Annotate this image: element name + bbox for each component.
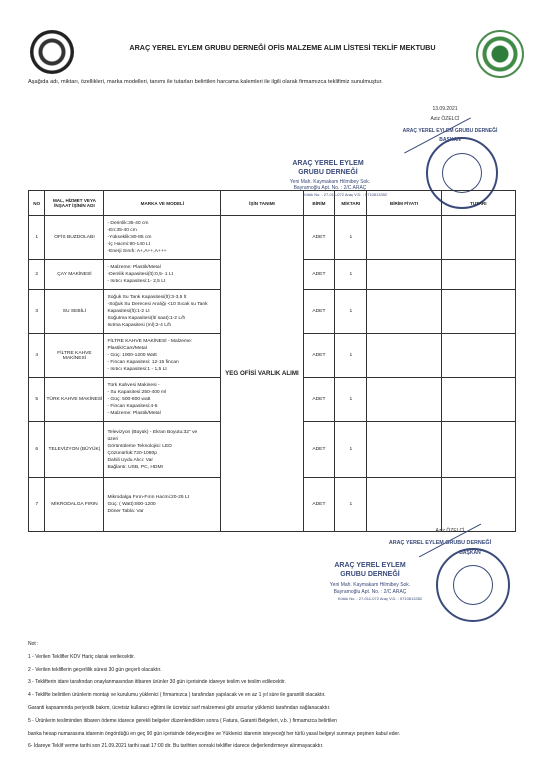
- row-quantity: 1: [335, 334, 367, 378]
- row-specs: [104, 216, 221, 260]
- note-line: 3 - Teklifterin idare tarafından onaylanmasından itibaren ürünler 30 gün içerisinde idareye teslim ve teslim edilecektir.: [28, 679, 286, 686]
- spec-line: Soğuk Su Tank Kapasitesi(lt):3-3,5 lt: [107, 295, 187, 300]
- note-line: 5 - Ürünlerin tesliminden itibaren ödeme idarece gerekli belgeler düzenlendikten sonra ( Fatura, Garanti Belgeleri, v.b. ) firmamızca belirtilen: [28, 717, 337, 724]
- row-no: 6: [29, 422, 45, 478]
- spec-line: - Fincan Kapasitesi: 12-15 fincan: [107, 360, 179, 365]
- intro-text: Aşağıda adı, miktarı, özellikleri, marka modelleri, tanımı ile tutarları belirtilen harcama kalemleri ile ilgili olarak firmamızca teklifimiz sunulmuştur.: [28, 79, 383, 85]
- row-item-name: FİLTRE KAHVE MAKİNESİ: [45, 334, 104, 378]
- top-company-title-1: ARAÇ YEREL EYLEM: [292, 160, 364, 167]
- row-no: 2: [29, 260, 45, 290]
- note-line: 2 - Verilen tekliflerin geçerlilik süresi 30 gün geçerli olacaktır.: [28, 666, 162, 673]
- row-item-name: ÇAY MAKİNESİ: [45, 260, 104, 290]
- row-total: [441, 378, 515, 422]
- top-company-address-2: Bayramoğlu Apt. No. : 2/C ARAÇ: [293, 185, 367, 191]
- top-signer-org: ARAÇ YEREL EYLEM GRUBU DERNEĞİ: [402, 128, 498, 134]
- header-brand-model: MARKA VE MODELİ: [104, 191, 221, 216]
- row-quantity: 1: [335, 290, 367, 334]
- notes-heading: Not :: [28, 641, 39, 647]
- row-unit-price: [367, 260, 441, 290]
- note-line: 1 - Verilen Teklifler KDV Hariç olarak verilecektir.: [28, 653, 135, 660]
- row-quantity: 1: [335, 478, 367, 532]
- spec-line: -Enerji Sınıfı: A+,A++,A+++: [107, 249, 167, 254]
- row-specs: [104, 478, 221, 532]
- row-total: [441, 422, 515, 478]
- items-table: [28, 190, 516, 532]
- header-total: TUTARI: [441, 191, 515, 216]
- row-description-merged: YEG OFİSİ VARLIK ALIMI: [221, 216, 303, 532]
- table-header-row: [29, 191, 516, 216]
- spec-line: -Soğuk Su Derecesi Aralığı <10 Sıcak su Tank: [107, 302, 208, 307]
- spec-line: FİLTRE KAHVE MAKİNESİ - Malzeme:: [107, 339, 193, 344]
- row-total: [441, 290, 515, 334]
- spec-line: - Derinlik:35-40 cm: [107, 221, 149, 226]
- header-unit-price: BİRİM FİYATI: [367, 191, 441, 216]
- bottom-company-address-1: Yeni Mah. Kaymakam Hilmibey Sok.: [329, 582, 411, 588]
- row-unit-price: [367, 422, 441, 478]
- document-title: ARAÇ YEREL EYLEM GRUBU DERNEĞİ OFİS MALZEME ALIM LİSTESİ TEKLİF MEKTUBU: [129, 43, 436, 52]
- spec-line: Plastik/Cam/Metal: [107, 346, 147, 351]
- spec-line: - Güç: 1000-1200 Watt: [107, 353, 157, 358]
- row-specs: [104, 334, 221, 378]
- header-unit: BİRİM: [303, 191, 335, 216]
- top-company-title-2: GRUBU DERNEĞİ: [298, 169, 358, 176]
- spec-line: - Malzeme: Plastik/Metal: [107, 265, 161, 270]
- header-quantity: MİKTARI: [335, 191, 367, 216]
- row-specs: [104, 378, 221, 422]
- row-no: 4: [29, 334, 45, 378]
- spec-line: Görüntüleme Teknolojisi: LED: [107, 443, 172, 449]
- spec-line: Kapasitesi(lt):1-2 Lt: [107, 309, 150, 314]
- bottom-round-seal: [436, 548, 510, 622]
- spec-line: -Demlik Kapasitesi(lt):0,5- 1 Lt: [107, 272, 173, 277]
- top-signer-name: Aziz ÖZELCİ: [430, 116, 460, 122]
- row-specs: [104, 422, 221, 478]
- row-unit: ADET: [303, 290, 335, 334]
- row-item-name: TELEVİZYON (BÜYÜK): [45, 422, 104, 478]
- row-no: 3: [29, 290, 45, 334]
- note-line: banka hesap numarasına idarenin öngördüğü en geç 90 gün içerisinde ödeyeceğine ve Yüklenici idarenin isteyeceği her türlü yasal belgeyi sunmayı peşinen kabul eder.: [28, 730, 401, 737]
- association-logo-right: [476, 30, 524, 78]
- header-item-name: MAL, HİZMET VEYA İNŞAAT İŞİNİN ADI: [45, 191, 104, 216]
- row-item-name: OFİS BUZDOLABI: [45, 216, 104, 260]
- spec-line: Soğutma Kapasitesi(lt/ saat):1-2 L/h: [107, 316, 186, 321]
- spec-line: Bağlantı: USB, PC, HDMI: [107, 464, 163, 470]
- spec-line: - Fincan Kapasitesi:4-5: [107, 404, 158, 409]
- bottom-signer-name: Aziz ÖZELCİ: [435, 528, 465, 534]
- spec-line: - Malzeme: Plastik/Metal: [107, 411, 161, 416]
- bottom-signer-role: BAŞKAN: [459, 550, 481, 556]
- note-line: Garanti kapsamında periyodik bakım, ücretsiz kullanıcı eğitimi ile ücretsiz sarf malzemesi gibi unsurlar yüklenici tarafından sağlanacaktır.: [28, 704, 331, 711]
- row-quantity: 1: [335, 422, 367, 478]
- table-row: [29, 216, 516, 260]
- top-signer-role: BAŞKAN: [439, 137, 461, 143]
- association-logo-left: [30, 30, 74, 74]
- row-unit-price: [367, 378, 441, 422]
- row-specs: [104, 260, 221, 290]
- row-unit: ADET: [303, 422, 335, 478]
- spec-line: Mikrodalga Fırın-Fırın Hacmi:20-25 Lt: [107, 495, 189, 500]
- spec-line: -İç Hacmi:90-140 Lt: [107, 242, 151, 247]
- row-no: 1: [29, 216, 45, 260]
- spec-line: - Su Kapasitesi:250-400 ml: [107, 390, 167, 395]
- header-no: NO: [29, 191, 45, 216]
- spec-line: - Isıtıcı Kapasitesi:1- 2,5 Lt: [107, 279, 166, 284]
- row-quantity: 1: [335, 216, 367, 260]
- spec-line: -En:35-40 cm: [107, 228, 137, 233]
- row-unit: ADET: [303, 378, 335, 422]
- spec-line: Döner Tabla: Var: [107, 509, 144, 514]
- row-no: 7: [29, 478, 45, 532]
- spec-line: Çözünürlük:720-1080p: [107, 450, 157, 456]
- row-unit-price: [367, 216, 441, 260]
- row-item-name: TÜRK KAHVE MAKİNESİ: [45, 378, 104, 422]
- row-unit: ADET: [303, 260, 335, 290]
- bottom-company-address-3: Kütük No. : 27-011-072 Araç V.D. : 0710813352: [337, 596, 423, 601]
- row-total: [441, 260, 515, 290]
- spec-line: Türk Kahvesi Makinesi -: [107, 383, 160, 388]
- row-item-name: SU SEBİLİ: [45, 290, 104, 334]
- row-no: 5: [29, 378, 45, 422]
- spec-line: Güç: ( Watt):800-1200: [107, 502, 156, 507]
- row-unit-price: [367, 290, 441, 334]
- spec-line: - Isıtıcı Kapasitesi:1 - 1,5 Lt: [107, 367, 167, 372]
- row-unit-price: [367, 478, 441, 532]
- row-specs: [104, 290, 221, 334]
- row-quantity: 1: [335, 260, 367, 290]
- bottom-signer-org: ARAÇ YEREL EYLEM GRUBU DERNEĞİ: [388, 540, 492, 546]
- row-total: [441, 216, 515, 260]
- top-date: 13.09.2021: [432, 106, 458, 112]
- row-unit-price: [367, 334, 441, 378]
- spec-line: üzeri: [107, 436, 119, 442]
- note-line: 6- İdareye Teklif verme tarihi son 21.09.2021 tarihi saat 17:00 dir. Bu tarihten sonraki teklifler idarece değerlendirmeye alınmayacaktır.: [28, 743, 324, 750]
- notes-section: [28, 638, 518, 753]
- row-unit: ADET: [303, 334, 335, 378]
- spec-line: - Güç: 500-600 watt: [107, 397, 151, 402]
- spec-line: Televizyon (Büyük) - Ekran Boyutu:32" ve: [107, 429, 198, 435]
- bottom-company-title-2: GRUBU DERNEĞİ: [340, 571, 400, 578]
- row-total: [441, 334, 515, 378]
- row-quantity: 1: [335, 378, 367, 422]
- spec-line: Dahili Uydu Alıcı: Var: [107, 457, 154, 463]
- bottom-company-address-2: Bayramoğlu Apt. No. : 2/C ARAÇ: [333, 589, 407, 595]
- row-unit: ADET: [303, 478, 335, 532]
- header-description: İŞİN TANIMI: [221, 191, 303, 216]
- spec-line: Isıtma Kapasitesi (ml):2-4 L/h: [107, 323, 172, 328]
- row-unit: ADET: [303, 216, 335, 260]
- spec-line: -Yükseklik:80-85 cm: [107, 235, 152, 240]
- top-company-address-1: Yeni Mah. Kaymakam Hilmibey Sok.: [289, 179, 371, 185]
- row-item-name: MİKRODALGA FIRIN: [45, 478, 104, 532]
- note-line: 4 - Teklifte belirtilen ürünlerin montajı ve kurulumu yüklenici ( firmamızca ) tarafından yapılacak ve en az 1 yıl süre ile garantili olacaktır.: [28, 692, 326, 699]
- bottom-company-title-1: ARAÇ YEREL EYLEM: [334, 562, 406, 569]
- top-company-address-3: Kütük No. : 27-011-072 Araç V.D. : 0710813352: [302, 192, 388, 197]
